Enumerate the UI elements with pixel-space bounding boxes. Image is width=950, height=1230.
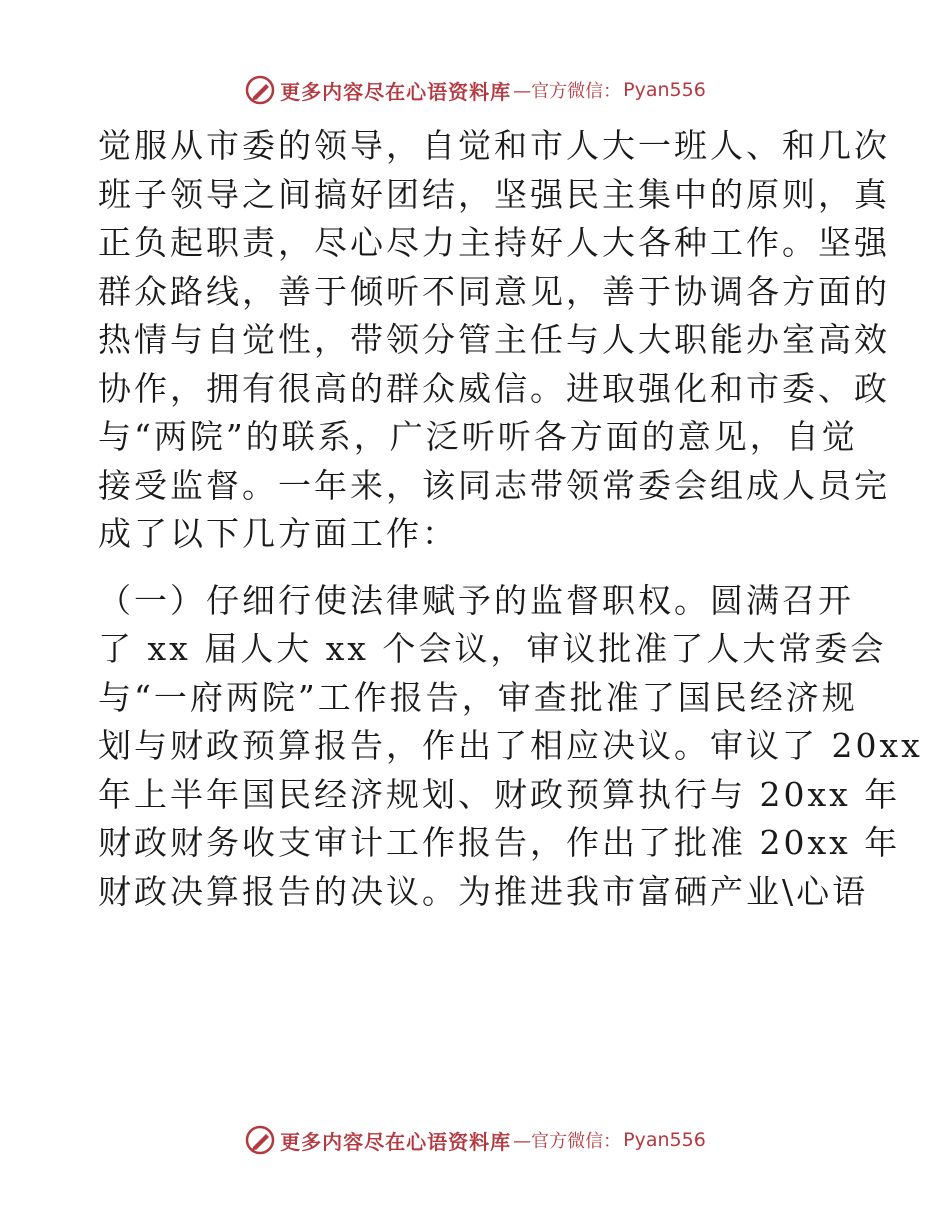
text-line: 划与财政预算报告，作出了相应决议。审议了 20xx bbox=[98, 726, 923, 765]
header-title: 更多内容尽在心语资料库 bbox=[280, 79, 512, 104]
text-line: 协作，拥有很高的群众威信。进取强化和市委、政 bbox=[98, 368, 890, 408]
text-line: 班子领导之间搞好团结，坚强民主集中的原则，真 bbox=[98, 174, 890, 214]
header-account: Pyan556 bbox=[623, 79, 706, 101]
header-banner bbox=[0, 70, 950, 110]
text-line: 成了以下几方面工作： bbox=[98, 514, 458, 553]
header-subtitle: —官方微信： bbox=[513, 81, 622, 102]
text-line: 财政财务收支审计工作报告，作出了批准 20xx 年 bbox=[98, 823, 901, 862]
text-line: 热情与自觉性，带领分管主任与人大职能办室高效 bbox=[98, 320, 890, 359]
pen-seal-icon bbox=[244, 74, 276, 106]
footer-subtitle: —官方微信： bbox=[513, 1131, 622, 1152]
document-body bbox=[98, 122, 923, 916]
text-line: 了 xx 届人大 xx 个会议，审议批准了人大常委会 bbox=[98, 629, 887, 668]
footer-title: 更多内容尽在心语资料库 bbox=[280, 1129, 512, 1154]
pen-seal-icon bbox=[244, 1124, 276, 1156]
text-line: 与“两院”的联系，广泛听听各方面的意见，自觉 bbox=[98, 417, 858, 456]
text-line: 与“一府两院”工作报告，审查批准了国民经济规 bbox=[98, 677, 858, 717]
text-line: 群众路线，善于倾听不同意见，善于协调各方面的 bbox=[98, 271, 890, 311]
footer-account: Pyan556 bbox=[623, 1129, 706, 1151]
text-line: 正负起职责，尽心尽力主持好人大各种工作。坚强 bbox=[98, 223, 890, 262]
text-line: 接受监督。一年来，该同志带领常委会组成人员完 bbox=[98, 465, 890, 505]
text-line: 年上半年国民经济规划、财政预算执行与 20xx 年 bbox=[98, 774, 901, 814]
paragraph-1 bbox=[98, 122, 890, 559]
footer-banner bbox=[0, 1120, 950, 1160]
text-line: 觉服从市委的领导，自觉和市人大一班人、和几次 bbox=[98, 126, 890, 165]
paragraph-2 bbox=[98, 577, 923, 917]
text-line: 财政决算报告的决议。为推进我市富硒产业\心语 bbox=[98, 871, 869, 911]
text-line: （一）仔细行使法律赋予的监督职权。圆满召开 bbox=[98, 580, 854, 620]
